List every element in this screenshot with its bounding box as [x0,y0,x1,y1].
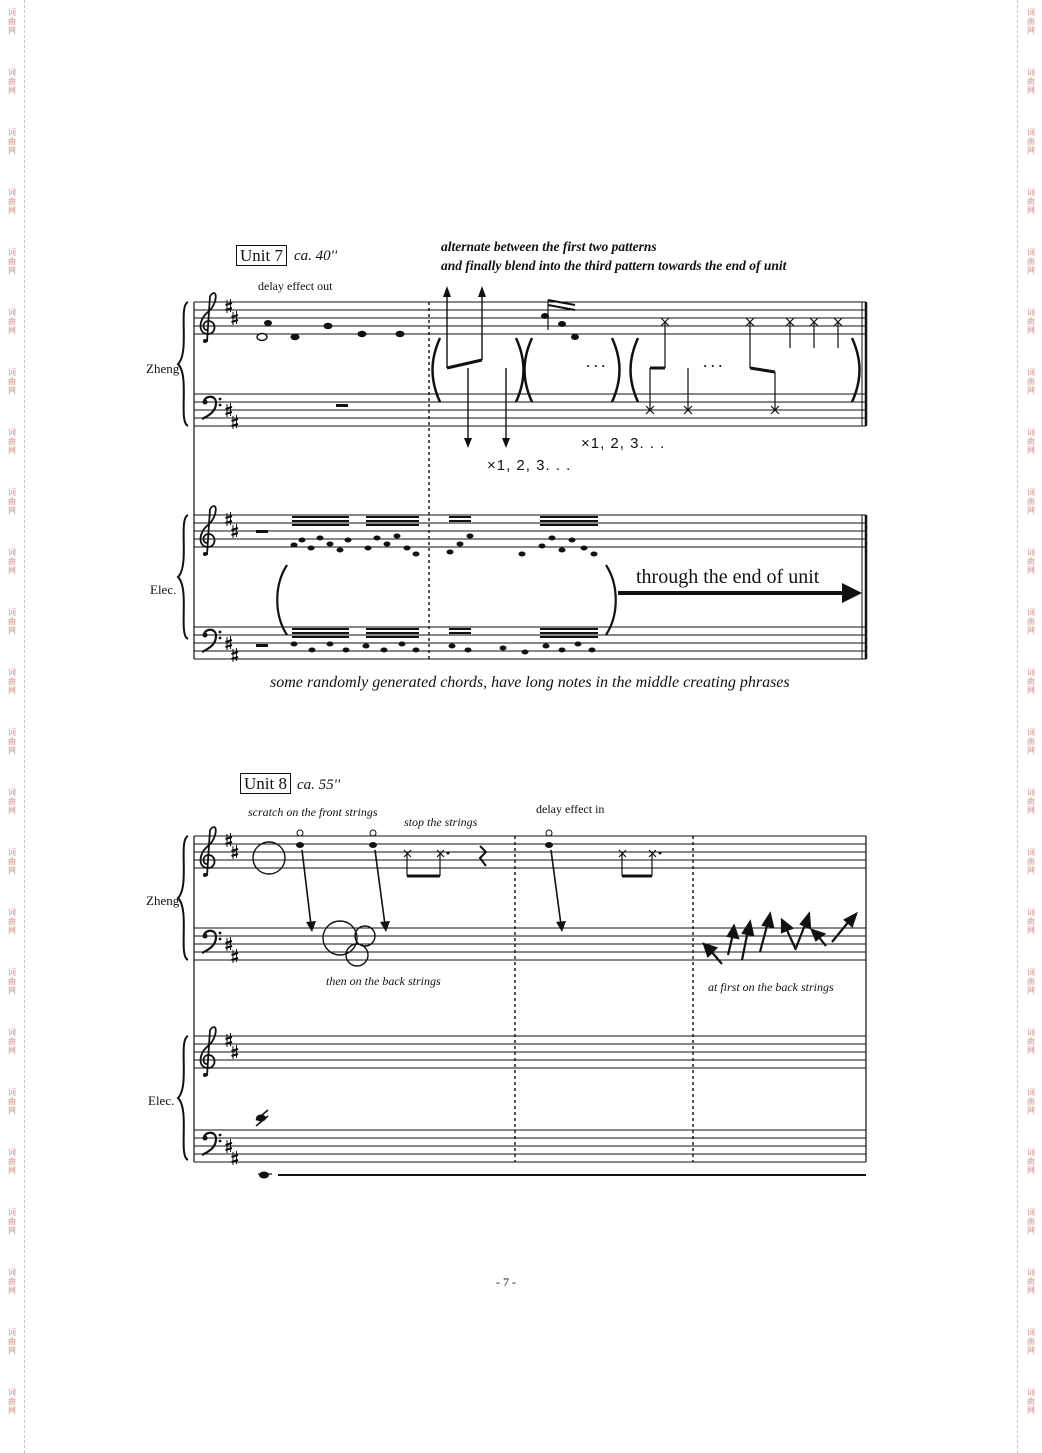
unit7-duration: ca. 40'' [294,248,338,264]
watermark-glyph: 曲 [1027,197,1035,206]
watermark-glyph: 曲 [1027,1397,1035,1406]
watermark-glyph: 词 [8,548,16,557]
watermark-glyph: 网 [8,146,16,155]
watermark-glyph: 曲 [1027,77,1035,86]
watermark-glyph: 词 [1027,788,1035,797]
watermark-glyph: 词 [1027,488,1035,497]
watermark-glyph: 曲 [1027,977,1035,986]
watermark-glyph: 词 [8,428,16,437]
watermark-glyph: 词 [1027,1328,1035,1337]
unit7-instruction-line1: alternate between the first two patterns [441,239,657,254]
watermark-glyph: 词 [1027,308,1035,317]
watermark-glyph: 词 [8,1268,16,1277]
watermark-glyph: 网 [1027,1106,1035,1115]
watermark-glyph: 曲 [1027,1337,1035,1346]
unit7-caption: some randomly generated chords, have long notes in the middle creating phrases [270,674,790,691]
watermark-glyph: 曲 [1027,137,1035,146]
watermark-glyph: 曲 [1027,1157,1035,1166]
watermark-glyph: 曲 [8,917,16,926]
watermark-glyph: 曲 [1027,1037,1035,1046]
unit7-repeat-a: ×1, 2, 3. . . [487,457,572,474]
watermark-glyph: 曲 [1027,1217,1035,1226]
watermark-glyph: 曲 [8,377,16,386]
watermark-glyph: 网 [1027,566,1035,575]
watermark-glyph: 词 [1027,248,1035,257]
watermark-glyph: 网 [8,206,16,215]
unit8-back-strings: then on the back strings [326,974,441,988]
watermark-glyph: 网 [1027,926,1035,935]
watermark-glyph: 网 [1027,266,1035,275]
unit7-label: Unit 7 [236,245,287,266]
unit7-delay-note: delay effect out [258,279,333,293]
instrument-label-elec: Elec. [150,582,177,597]
watermark-glyph: 词 [8,788,16,797]
watermark-glyph: 词 [1027,1088,1035,1097]
watermark-glyph: 词 [1027,908,1035,917]
watermark-glyph: 词 [1027,1208,1035,1217]
watermark-glyph: 词 [1027,968,1035,977]
watermark-glyph: 网 [1027,806,1035,815]
watermark-glyph: 曲 [1027,797,1035,806]
watermark-glyph: 词 [1027,1028,1035,1037]
watermark-glyph: 曲 [1027,497,1035,506]
watermark-glyph: 网 [8,86,16,95]
watermark-glyph: 曲 [8,317,16,326]
watermark-glyph: 词 [1027,8,1035,17]
watermark-glyph: 网 [1027,326,1035,335]
watermark-glyph: 网 [1027,686,1035,695]
watermark-glyph: 词 [8,1148,16,1157]
unit8-delay-in: delay effect in [536,802,605,816]
watermark-glyph: 词 [8,128,16,137]
watermark-glyph: 网 [1027,866,1035,875]
watermark-glyph: 网 [1027,506,1035,515]
watermark-glyph: 曲 [8,257,16,266]
unit7-through-end-text: through the end of unit [636,566,820,588]
instrument-label-zheng-2: Zheng [146,893,180,908]
watermark-glyph: 网 [8,566,16,575]
watermark-glyph: 词 [1027,368,1035,377]
watermark-glyph: 网 [8,1406,16,1415]
watermark-glyph: 曲 [1027,1097,1035,1106]
unit8-label: Unit 8 [240,773,291,794]
watermark-glyph: 词 [8,1328,16,1337]
watermark-glyph: 网 [8,386,16,395]
watermark-glyph: 词 [1027,728,1035,737]
watermark-glyph: 曲 [1027,317,1035,326]
watermark-glyph: 曲 [8,1277,16,1286]
watermark-glyph: 网 [1027,146,1035,155]
watermark-glyph: 曲 [8,437,16,446]
unit8-scratch-note: scratch on the front strings [248,805,378,819]
watermark-glyph: 曲 [8,737,16,746]
watermark-glyph: 网 [8,866,16,875]
watermark-glyph: 网 [1027,986,1035,995]
unit8-duration: ca. 55'' [297,777,341,793]
watermark-glyph: 词 [1027,68,1035,77]
watermark-glyph: 词 [8,1388,16,1397]
watermark-glyph: 词 [8,1088,16,1097]
watermark-glyph: 网 [8,506,16,515]
watermark-glyph: 网 [1027,746,1035,755]
instrument-label-elec-2: Elec. [148,1093,175,1108]
watermark-glyph: 网 [8,326,16,335]
watermark-glyph: 曲 [8,1337,16,1346]
watermark-glyph: 网 [8,26,16,35]
watermark-glyph: 词 [8,488,16,497]
watermark-glyph: 词 [8,908,16,917]
instrument-label-zheng: Zheng [146,361,180,376]
watermark-glyph: 词 [1027,1148,1035,1157]
watermark-glyph: 网 [1027,386,1035,395]
watermark-glyph: 网 [8,686,16,695]
watermark-glyph: 词 [8,668,16,677]
watermark-glyph: 词 [8,368,16,377]
watermark-glyph: 曲 [8,1097,16,1106]
watermark-glyph: 曲 [8,797,16,806]
watermark-glyph: 曲 [8,497,16,506]
watermark-glyph: 网 [8,746,16,755]
watermark-glyph: 词 [8,188,16,197]
watermark-glyph: 词 [8,728,16,737]
watermark-glyph: 网 [1027,1286,1035,1295]
watermark-glyph: 词 [8,8,16,17]
watermark-glyph: 词 [1027,1388,1035,1397]
watermark-glyph: 曲 [1027,677,1035,686]
watermark-glyph: 网 [8,446,16,455]
unit8-stop-note: stop the strings [404,815,478,829]
watermark-glyph: 网 [8,1046,16,1055]
unit7-repeat-b: ×1, 2, 3. . . [581,435,666,452]
watermark-glyph: 词 [1027,668,1035,677]
watermark-glyph: 曲 [8,1037,16,1046]
watermark-glyph: 网 [1027,1406,1035,1415]
watermark-glyph: 曲 [1027,857,1035,866]
watermark-glyph: 曲 [8,77,16,86]
watermark-glyph: 网 [8,986,16,995]
watermark-glyph: 曲 [8,617,16,626]
watermark-glyph: 网 [1027,86,1035,95]
watermark-glyph: 曲 [1027,257,1035,266]
watermark-glyph: 词 [8,308,16,317]
watermark-glyph: 曲 [1027,617,1035,626]
watermark-glyph: 曲 [8,677,16,686]
watermark-glyph: 网 [1027,1346,1035,1355]
unit7-instruction-line2: and finally blend into the third pattern towards the end of unit [441,258,787,273]
watermark-glyph: 网 [8,1226,16,1235]
watermark-glyph: 网 [8,1286,16,1295]
watermark-glyph: 网 [1027,1046,1035,1055]
watermark-glyph: 网 [8,266,16,275]
watermark-glyph: 词 [8,248,16,257]
watermark-glyph: 词 [1027,188,1035,197]
watermark-glyph: 曲 [8,1157,16,1166]
watermark-glyph: 网 [1027,446,1035,455]
watermark-glyph: 网 [1027,26,1035,35]
watermark-glyph: 词 [8,608,16,617]
watermark-glyph: 曲 [8,1397,16,1406]
watermark-glyph: 曲 [1027,557,1035,566]
watermark-glyph: 网 [8,1346,16,1355]
page-number: - 7 - [496,1275,516,1289]
watermark-glyph: 网 [8,926,16,935]
watermark-glyph: 词 [1027,548,1035,557]
watermark-glyph: 曲 [8,557,16,566]
watermark-glyph: 曲 [8,857,16,866]
watermark-glyph: 词 [1027,1268,1035,1277]
watermark-glyph: 曲 [8,17,16,26]
watermark-glyph: 词 [1027,428,1035,437]
watermark-glyph: 词 [8,968,16,977]
watermark-glyph: 曲 [1027,377,1035,386]
watermark-glyph: 曲 [8,1217,16,1226]
watermark-glyph: 词 [1027,128,1035,137]
watermark-glyph: 网 [1027,1226,1035,1235]
watermark-glyph: 曲 [1027,917,1035,926]
watermark-glyph: 网 [8,1106,16,1115]
unit8-at-first: at first on the back strings [708,980,834,994]
watermark-glyph: 曲 [1027,737,1035,746]
watermark-glyph: 词 [8,68,16,77]
watermark-glyph: 网 [1027,1166,1035,1175]
watermark-glyph: 曲 [8,977,16,986]
watermark-glyph: 词 [8,1028,16,1037]
watermark-glyph: 网 [8,626,16,635]
watermark-glyph: 词 [8,848,16,857]
unit7-ellipsis-a: · · · [586,358,606,373]
watermark-glyph: 曲 [1027,1277,1035,1286]
watermark-glyph: 网 [8,806,16,815]
watermark-glyph: 曲 [8,137,16,146]
watermark-glyph: 网 [1027,626,1035,635]
watermark-glyph: 词 [8,1208,16,1217]
watermark-glyph: 网 [1027,206,1035,215]
watermark-glyph: 词 [1027,608,1035,617]
watermark-glyph: 曲 [1027,17,1035,26]
unit7-ellipsis-b: · · · [703,358,723,373]
watermark-glyph: 曲 [1027,437,1035,446]
watermark-glyph: 词 [1027,848,1035,857]
watermark-glyph: 网 [8,1166,16,1175]
watermark-glyph: 曲 [8,197,16,206]
